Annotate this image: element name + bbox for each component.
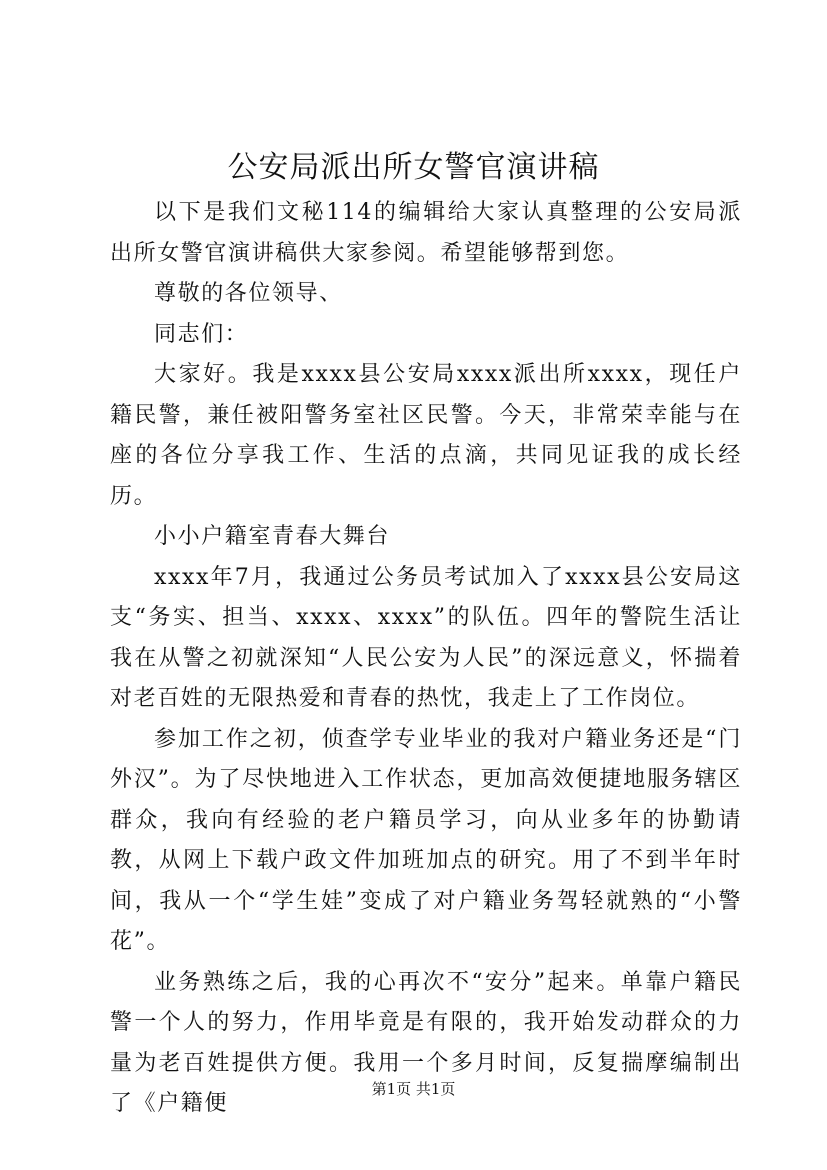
document-title: 公安局派出所女警官演讲稿: [227, 150, 600, 185]
greeting-paragraph: 大家好。我是xxxx县公安局xxxx派出所xxxx，现任户籍民警，兼任被阳警务室社区民警。今天，非常荣幸能与在座的各位分享我工作、生活的点滴，共同见证我的成长经历。: [110, 362, 742, 509]
salutation-line-2: 同志们：: [154, 321, 249, 347]
intro-paragraph: 以下是我们文秘114的编辑给大家认真整理的公安局派出所女警官演讲稿供大家参阅。希望能够帮到您。: [110, 200, 742, 266]
salutation-line-1: 尊敬的各位领导、: [154, 281, 343, 306]
body-paragraph: 业务熟练之后，我的心再次不“安分”起来。单靠户籍民警一个人的努力，作用毕竟是有限的，我开始发动群众的力量为老百姓提供方便。我用一个多月时间，反复揣摩编制出了《户籍便: [110, 969, 742, 1116]
document-body: [110, 193, 742, 1125]
section-heading: 小小户籍室青春大舞台: [154, 524, 391, 549]
page-footer: 第1页 共1页: [371, 1080, 456, 1098]
body-paragraph: 参加工作之初，侦查学专业毕业的我对户籍业务还是“门外汉”。为了尽快地进入工作状态，更加高效便捷地服务辖区群众，我向有经验的老户籍员学习，向从业多年的协勤请教，从网上下载户政文件加班加点的研究。用了不到半年时间，我从一个“学生娃”变成了对户籍业务驾轻就熟的“小警花”。: [110, 726, 742, 954]
body-paragraph: xxxx年7月，我通过公务员考试加入了xxxx县公安局这支“务实、担当、xxxx、xxxx”的队伍。四年的警院生活让我在从警之初就深知“人民公安为人民”的深远意义，怀揣着对老百姓的无限热爱和青春的热忱，我走上了工作岗位。: [110, 564, 742, 711]
